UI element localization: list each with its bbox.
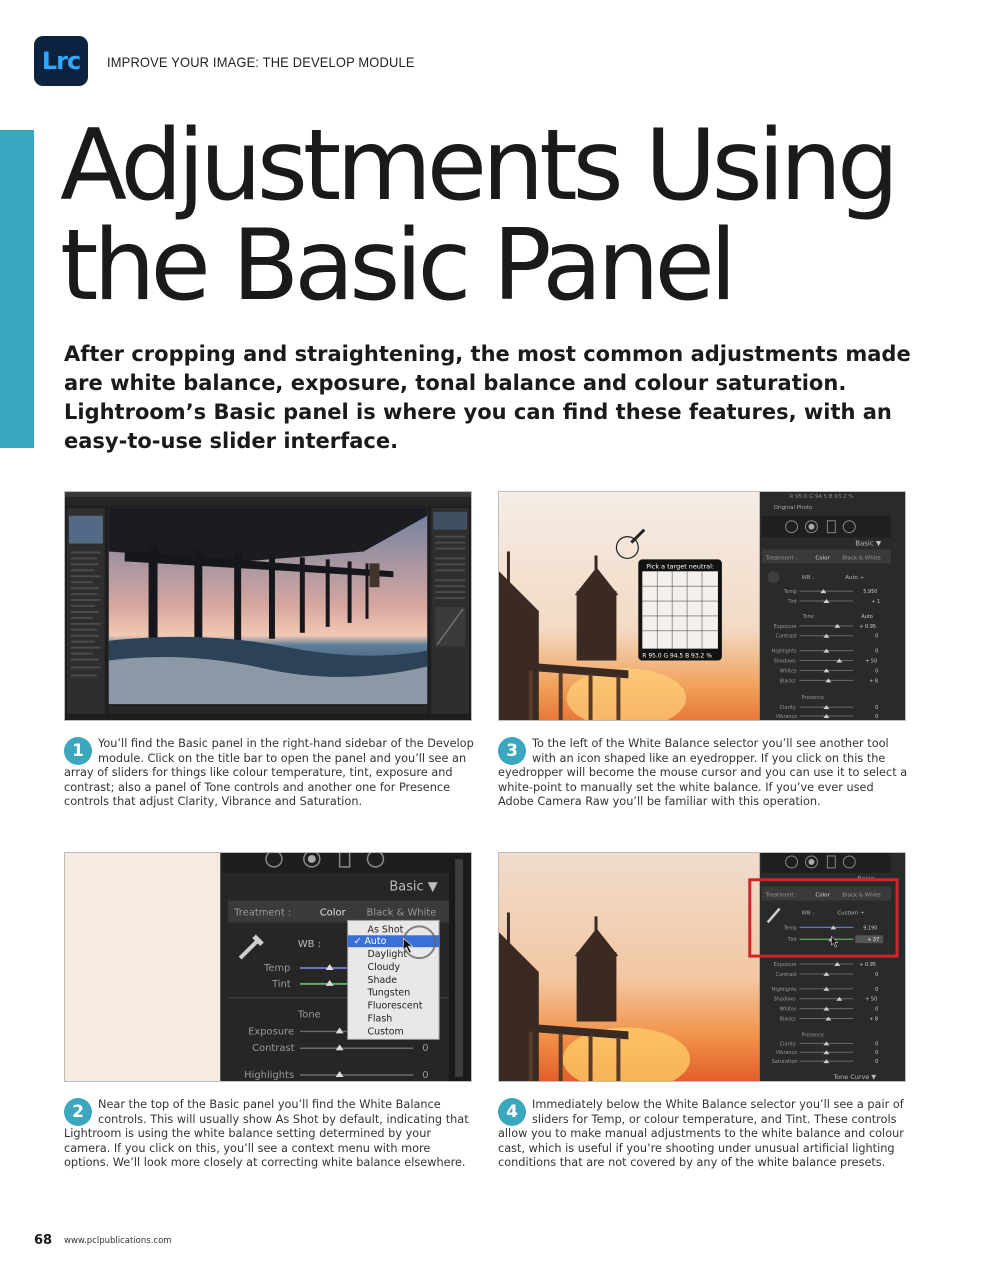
wb-option-as-shot[interactable]: As Shot bbox=[367, 924, 404, 936]
blacks-value: + 8 bbox=[869, 1016, 879, 1023]
highlights-value: 0 bbox=[875, 648, 879, 655]
presence-label: Presence bbox=[801, 1032, 824, 1039]
wb-value: Custom ÷ bbox=[837, 910, 865, 917]
step-text: You’ll find the Basic panel in the right-hand sidebar of the Develop module. Click on the title bar to open the panel and you’ll see an array of sliders for things like colour temperature, tint, exposure and contrast; also a panel of Tone controls and another one for Presence controls that adjust Clarity, Vibrance and Saturation. bbox=[64, 737, 474, 809]
step-1-caption bbox=[64, 737, 474, 810]
wb-option-cloudy[interactable]: Cloudy bbox=[367, 961, 401, 973]
step-3-caption bbox=[498, 737, 908, 810]
contrast-value: 0 bbox=[875, 633, 879, 640]
temp-value: 5,950 bbox=[863, 589, 878, 596]
standfirst: After cropping and straightening, the most common adjustments made are white balance, exposure, tonal balance and colour saturation. Lightroom’s Basic panel is where you can find these features, with an easy-to-use slider interface. bbox=[64, 342, 911, 453]
tint-value: + 37 bbox=[867, 937, 880, 944]
temp-label: Temp bbox=[783, 925, 797, 932]
original-photo-label: Original Photo bbox=[773, 504, 813, 511]
highlights-value: 0 bbox=[422, 1070, 429, 1081]
tone-curve-header: Tone Curve ▼ bbox=[833, 1073, 877, 1081]
whites-label: Whites bbox=[779, 668, 797, 675]
clarity-label: Clarity bbox=[779, 705, 796, 712]
tint-label: Tint bbox=[787, 599, 797, 606]
step-text: To the left of the White Balance selector you’ll see another tool with an icon shaped like an eyedropper. If you click on this the eyedropper will become the mouse cursor and you can use it to select a white-point to manually set the white balance. If you’ve ever used Adobe Camera Raw you’ll be familiar with this operation. bbox=[498, 737, 908, 809]
vibrance-value: 0 bbox=[875, 1050, 879, 1057]
tone-auto: Auto bbox=[861, 613, 873, 620]
basic-panel-title: Basic ▼ bbox=[855, 539, 882, 548]
clarity-value: 0 bbox=[875, 1041, 879, 1048]
contrast-label: Contrast bbox=[775, 633, 797, 640]
treatment-label: Treatment : bbox=[765, 555, 798, 562]
step-number: 4 bbox=[498, 1098, 526, 1126]
wb-option-tungsten[interactable]: Tungsten bbox=[367, 987, 411, 999]
tint-value: + 1 bbox=[871, 599, 881, 606]
title-line-1: Adjustments Using bbox=[60, 109, 895, 223]
wb-option-shade[interactable]: Shade bbox=[367, 974, 398, 986]
screenshot-develop-module bbox=[64, 491, 472, 721]
treatment-label: Treatment : bbox=[234, 907, 292, 919]
contrast-label: Contrast bbox=[775, 971, 797, 978]
title-line-2: the Basic Panel bbox=[60, 209, 732, 323]
treatment-label: Treatment : bbox=[765, 892, 798, 899]
blacks-label: Blacks bbox=[779, 678, 796, 685]
whites-value: 0 bbox=[875, 668, 879, 675]
page-number: 68 bbox=[34, 1233, 53, 1248]
vibrance-label: Vibrance bbox=[775, 1050, 798, 1057]
wb-option-daylight[interactable]: Daylight bbox=[367, 949, 408, 961]
shadows-value: + 50 bbox=[865, 996, 878, 1003]
clarity-label: Clarity bbox=[779, 1041, 796, 1048]
screenshot-temp-tint bbox=[498, 852, 906, 1082]
loupe-title: Pick a target neutral: bbox=[646, 562, 715, 571]
step-number: 3 bbox=[498, 737, 526, 765]
accent-side-bar bbox=[0, 130, 34, 448]
step-number: 1 bbox=[64, 737, 92, 765]
highlights-label: Highlights bbox=[244, 1070, 295, 1081]
blacks-label: Blacks bbox=[779, 1016, 796, 1023]
exposure-label: Exposure bbox=[248, 1026, 295, 1038]
basic-panel-title: Basic ▼ bbox=[389, 879, 438, 895]
treatment-color: Color bbox=[815, 892, 830, 899]
vibrance-label: Vibrance bbox=[775, 714, 798, 720]
temp-value: 9,190 bbox=[863, 925, 878, 932]
tone-label: Tone bbox=[297, 1009, 321, 1021]
page-title bbox=[60, 109, 940, 323]
contrast-label: Contrast bbox=[252, 1043, 295, 1055]
shadows-label: Shadows bbox=[773, 996, 796, 1003]
exposure-label: Exposure bbox=[773, 962, 797, 969]
contrast-value: 0 bbox=[422, 1043, 429, 1055]
treatment-bw: Black & White bbox=[842, 555, 881, 562]
whites-label: Whites bbox=[779, 1006, 797, 1013]
website-link[interactable]: www.pclpublications.com bbox=[64, 1236, 172, 1246]
whites-value: 0 bbox=[875, 1006, 879, 1013]
contrast-value: 0 bbox=[875, 971, 879, 978]
exposure-value: + 0.95 bbox=[859, 962, 877, 969]
shadows-label: Shadows bbox=[773, 658, 796, 665]
tint-label: Tint bbox=[271, 978, 291, 990]
running-head: IMPROVE YOUR IMAGE: THE DEVELOP MODULE bbox=[107, 54, 415, 70]
step-number: 2 bbox=[64, 1098, 92, 1126]
wb-label: WB : bbox=[297, 939, 322, 951]
highlights-label: Highlights bbox=[771, 648, 797, 655]
wb-option-auto[interactable]: ✓ Auto bbox=[353, 936, 387, 948]
wb-label: WB : bbox=[801, 575, 815, 582]
tint-label: Tint bbox=[787, 937, 797, 944]
highlights-value: 0 bbox=[875, 986, 879, 993]
screenshot-wb-menu bbox=[64, 852, 472, 1082]
presence-label: Presence bbox=[801, 695, 824, 702]
loupe-readout: R 95.0 G 94.5 B 93.2 % bbox=[642, 652, 712, 660]
basic-panel-title: Basic bbox=[857, 874, 875, 883]
treatment-bw: Black & White bbox=[842, 892, 881, 899]
shadows-value: + 50 bbox=[865, 658, 878, 665]
clarity-value: 0 bbox=[875, 705, 879, 712]
saturation-value: 0 bbox=[875, 1059, 879, 1066]
temp-label: Temp bbox=[264, 962, 291, 974]
treatment-color: Color bbox=[815, 555, 830, 562]
step-text: Immediately below the White Balance selector you’ll see a pair of sliders for Temp, or colour temperature, and Tint. These controls allow you to make manual adjustments to the white balance and colour cast, which is useful if you’re shooting under unusual artificial lighting conditions that are not covered by any of the white balance presets. bbox=[498, 1098, 904, 1170]
step-4-caption bbox=[498, 1098, 908, 1171]
exposure-label: Exposure bbox=[773, 623, 797, 630]
wb-value: Auto ÷ bbox=[845, 575, 865, 582]
lightroom-classic-logo: Lrc bbox=[34, 36, 88, 86]
exposure-value: + 0.95 bbox=[859, 623, 877, 630]
wb-option-flash[interactable]: Flash bbox=[367, 1013, 393, 1025]
highlights-label: Highlights bbox=[771, 986, 797, 993]
vibrance-value: 0 bbox=[875, 714, 879, 720]
saturation-label: Saturation bbox=[771, 1059, 798, 1066]
tone-label: Tone bbox=[802, 613, 814, 620]
wb-option-custom[interactable]: Custom bbox=[367, 1026, 404, 1038]
blacks-value: + 8 bbox=[869, 678, 879, 685]
temp-label: Temp bbox=[783, 589, 797, 596]
wb-option-fluorescent[interactable]: Fluorescent bbox=[367, 1000, 423, 1012]
treatment-bw: Black & White bbox=[366, 907, 437, 919]
step-2-caption bbox=[64, 1098, 474, 1171]
treatment-color: Color bbox=[319, 907, 346, 919]
rgb-readout: R 95.0 G 94.5 B 93.2 % bbox=[789, 493, 854, 500]
step-text: Near the top of the Basic panel you’ll find the White Balance controls. This will usually show As Shot by default, indicating that Lightroom is using the white balance setting determined by your camera. If you click on this, you’ll see a context menu with more options. We’ll look more closely at correcting white balance elsewhere. bbox=[64, 1098, 469, 1170]
screenshot-eyedropper bbox=[498, 491, 906, 721]
wb-label: WB : bbox=[801, 910, 815, 917]
